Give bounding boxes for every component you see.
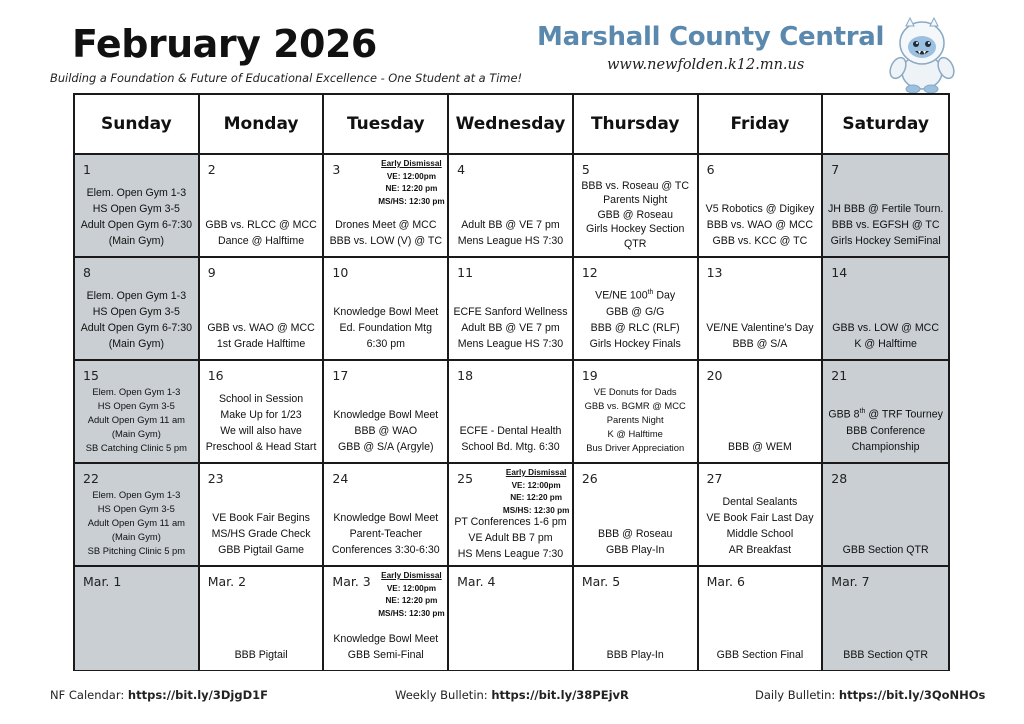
day-number: 7 [831, 162, 840, 177]
event-item: GBB vs. BGMR @ MCC [584, 400, 686, 411]
event-list [700, 320, 821, 352]
day-number: 17 [332, 368, 349, 383]
event-item: Girls Hockey SemiFinal [830, 235, 941, 247]
event-item: Elem. Open Gym 1-3 [92, 386, 181, 397]
event-item: ECFE Sanford Wellness [453, 306, 568, 318]
day-cell [75, 155, 200, 258]
day-number: 13 [706, 265, 723, 280]
day-cell [200, 464, 325, 567]
event-list [76, 488, 197, 558]
day-cell [823, 155, 948, 258]
day-cell [324, 567, 449, 670]
day-cell [200, 155, 325, 258]
event-item: K @ Halftime [607, 428, 663, 439]
day-cell [574, 361, 699, 464]
event-item: GBB Section QTR [842, 544, 929, 556]
header-wednesday: Wednesday [449, 95, 574, 155]
day-cell [449, 464, 574, 567]
day-number: 20 [706, 368, 723, 383]
event-item: HS Open Gym 3-5 [92, 306, 180, 318]
event-list [450, 217, 571, 249]
day-number: 14 [831, 265, 848, 280]
day-cell [75, 258, 200, 361]
event-item: HS Mens League 7:30 [457, 548, 564, 560]
day-cell [823, 567, 948, 670]
day-number: 6 [706, 162, 715, 177]
event-item: GBB @ S/A (Argyle) [338, 441, 434, 453]
early-dismissal-heading: Early Dismissal [381, 571, 442, 580]
day-cell [75, 464, 200, 567]
event-item: Conferences 3:30-6:30 [331, 544, 440, 556]
footer-daily-bulletin-label: Daily Bulletin: [755, 688, 836, 702]
early-dismissal-line: VE: 12:00pm [386, 583, 436, 593]
day-number: 28 [831, 471, 848, 486]
event-item: (Main Gym) [108, 338, 165, 350]
event-list [325, 631, 446, 663]
event-item: We will also have [220, 425, 302, 437]
day-cell [324, 155, 449, 258]
event-item: VE/NE 100th Day [595, 289, 676, 302]
day-number: 24 [332, 471, 349, 486]
event-item: BBB @ S/A [732, 338, 788, 350]
event-item: Middle School [726, 528, 794, 540]
event-item: K @ Halftime [854, 338, 917, 350]
event-item: VE Adult BB 7 pm [468, 532, 553, 544]
event-list [575, 526, 696, 558]
footer-daily-bulletin [755, 688, 985, 702]
day-cell [449, 361, 574, 464]
day-number: 25 [457, 471, 474, 486]
day-cell [75, 361, 200, 464]
event-item: Drones Meet @ MCC [335, 219, 437, 231]
event-item: Make Up for 1/23 [220, 409, 302, 421]
day-cell [200, 258, 325, 361]
event-list [824, 542, 947, 558]
header-saturday: Saturday [823, 95, 948, 155]
event-item: Mens League HS 7:30 [457, 338, 564, 350]
event-item: VE Book Fair Last Day [706, 512, 814, 524]
event-item: SB Pitching Clinic 5 pm [87, 545, 186, 556]
event-item: GBB @ G/G [605, 306, 665, 318]
day-number: Mar. 2 [207, 574, 247, 589]
event-item: Adult BB @ VE 7 pm [461, 322, 560, 334]
footer-daily-bulletin-link[interactable]: https://bit.ly/3QoNHOs [838, 688, 986, 702]
event-item: GBB 8th @ TRF Tourney [828, 408, 943, 421]
event-item: Dance @ Halftime [218, 235, 305, 247]
event-item: BBB @ Roseau [598, 528, 673, 540]
event-item: Parents Night [603, 194, 668, 206]
day-cell [574, 567, 699, 670]
event-item: School in Session [218, 393, 304, 405]
event-list [824, 320, 947, 352]
event-list [76, 288, 197, 352]
day-number: Mar. 6 [706, 574, 745, 589]
day-cell [324, 258, 449, 361]
event-item: (Main Gym) [108, 235, 165, 247]
event-item: BBB Pigtail [234, 649, 288, 661]
early-dismissal-line: MS/HS: 12:30 pm [502, 505, 570, 515]
day-number: 9 [207, 265, 216, 280]
event-item: GBB Section Final [716, 649, 804, 661]
event-item: Adult BB @ VE 7 pm [461, 219, 560, 231]
day-cell [699, 155, 824, 258]
calendar-grid [73, 93, 950, 671]
early-dismissal-line: NE: 12:20 pm [510, 493, 563, 502]
event-item: Elem. Open Gym 1-3 [86, 187, 187, 199]
footer-weekly-bulletin-link[interactable]: https://bit.ly/38PEjvR [491, 688, 629, 702]
day-number: 10 [332, 265, 349, 280]
day-number: 3 [332, 162, 341, 177]
tagline: Building a Foundation & Future of Educational Excellence - One Student at a Time! [50, 71, 523, 85]
event-item: BBB Conference [846, 425, 926, 437]
day-cell [449, 258, 574, 361]
event-item: Elem. Open Gym 1-3 [92, 489, 181, 500]
day-number: 15 [83, 368, 99, 383]
day-cell [574, 258, 699, 361]
day-number: 27 [706, 471, 723, 486]
day-cell [200, 361, 325, 464]
day-number: 1 [83, 162, 91, 177]
day-cell [574, 464, 699, 567]
event-list [450, 514, 571, 562]
event-list [201, 391, 322, 455]
event-item: Parent-Teacher [349, 528, 422, 540]
day-number: 18 [457, 368, 474, 383]
event-list [201, 647, 322, 663]
early-dismissal-heading: Early Dismissal [381, 159, 442, 168]
event-list [76, 185, 197, 249]
event-item: V5 Robotics @ Digikey [705, 203, 815, 215]
event-list [700, 439, 821, 455]
school-url[interactable]: www.newfolden.k12.mn.us [607, 57, 805, 73]
month-title: February 2026 [72, 22, 377, 66]
event-item: Adult Open Gym 11 am [87, 517, 185, 528]
event-list [700, 201, 821, 249]
day-cell [699, 464, 824, 567]
day-number: Mar. 7 [831, 574, 870, 589]
event-item: Preschool & Head Start [205, 441, 317, 453]
event-list [575, 647, 696, 663]
footer-weekly-bulletin [395, 688, 629, 702]
event-item: PT Conferences 1-6 pm [454, 516, 567, 528]
day-cell [324, 361, 449, 464]
day-cell [449, 155, 574, 258]
day-number: Mar. 4 [457, 574, 496, 589]
event-item: Bus Driver Appreciation [586, 442, 685, 453]
day-number: 21 [831, 368, 848, 383]
event-item: Girls Hockey Section QTR [586, 223, 685, 250]
event-item: Adult Open Gym 6-7:30 [80, 322, 192, 334]
day-cell [699, 567, 824, 670]
day-number: 12 [581, 265, 598, 280]
event-item: VE Book Fair Begins [212, 512, 310, 524]
event-item: GBB Play-In [606, 544, 665, 556]
header-thursday: Thursday [574, 95, 699, 155]
event-item: BBB vs. WAO @ MCC [706, 219, 814, 231]
event-list [450, 304, 571, 352]
event-item: BBB Section QTR [843, 649, 929, 661]
event-item: Mens League HS 7:30 [457, 235, 564, 247]
day-cell [449, 567, 574, 670]
event-item: GBB vs. KCC @ TC [712, 235, 808, 247]
event-list [700, 494, 821, 558]
day-cell [823, 464, 948, 567]
event-list [201, 320, 322, 352]
event-item: GBB Pigtail Game [218, 544, 305, 556]
event-item: SB Catching Clinic 5 pm [85, 442, 187, 453]
early-dismissal-line: MS/HS: 12:30 pm [378, 608, 445, 618]
day-number: 23 [207, 471, 224, 486]
school-name: Marshall County Central [537, 22, 885, 52]
day-number: 5 [581, 162, 590, 177]
event-item: BBB vs. LOW (V) @ TC [329, 235, 442, 247]
event-item: HS Open Gym 3-5 [92, 203, 180, 215]
footer-weekly-bulletin-label: Weekly Bulletin: [395, 688, 488, 702]
event-item: GBB Semi-Final [347, 649, 424, 661]
header-friday: Friday [699, 95, 824, 155]
event-item: BBB @ WAO [354, 425, 418, 437]
event-list [824, 404, 947, 455]
footer-nf-calendar-link[interactable]: https://bit.ly/3DjgD1F [127, 688, 268, 702]
event-item: Knowledge Bowl Meet [333, 633, 439, 645]
event-item: BBB Play-In [606, 649, 664, 661]
day-cell [324, 464, 449, 567]
event-item: GBB vs. LOW @ MCC [832, 322, 939, 334]
early-dismissal-note [495, 467, 574, 517]
early-dismissal-line: MS/HS: 12:30 pm [378, 196, 445, 206]
event-item: ECFE - Dental Health [459, 425, 562, 437]
early-dismissal-note [370, 570, 449, 620]
early-dismissal-heading: Early Dismissal [505, 468, 567, 477]
event-item: HS Open Gym 3-5 [97, 503, 175, 514]
early-dismissal-line: VE: 12:00pm [386, 171, 436, 181]
event-list [575, 179, 696, 252]
event-list [201, 510, 322, 558]
event-item: GBB vs. WAO @ MCC [207, 322, 315, 334]
event-list [824, 647, 947, 663]
event-item: Elem. Open Gym 1-3 [86, 290, 187, 302]
day-number: Mar. 5 [581, 574, 621, 589]
day-cell [75, 567, 200, 670]
footer-nf-calendar [50, 688, 268, 702]
day-number: Mar. 3 [332, 574, 371, 589]
event-list [325, 510, 446, 558]
day-number: 11 [457, 265, 474, 280]
day-number: 8 [83, 265, 91, 280]
event-list [575, 385, 696, 455]
event-item: Girls Hockey Finals [589, 338, 681, 350]
early-dismissal-line: NE: 12:20 pm [385, 184, 438, 193]
day-cell [574, 155, 699, 258]
event-list [575, 285, 696, 352]
event-item: BBB @ RLC (RLF) [590, 322, 680, 334]
day-number: 26 [581, 471, 598, 486]
event-item: Championship [851, 441, 920, 453]
event-list [325, 217, 446, 249]
day-number: 19 [581, 368, 598, 383]
day-number: 16 [207, 368, 224, 383]
event-item: AR Breakfast [728, 544, 792, 556]
event-item: 6:30 pm [366, 338, 405, 350]
event-item: Ed. Foundation Mtg [339, 322, 433, 334]
event-item: GBB @ Roseau [597, 208, 673, 221]
day-number: 22 [83, 471, 99, 486]
event-list [824, 201, 947, 249]
early-dismissal-note [370, 158, 449, 208]
day-cell [823, 258, 948, 361]
header-tuesday: Tuesday [324, 95, 449, 155]
event-item: VE/NE Valentine’s Day [706, 322, 814, 334]
event-item: HS Open Gym 3-5 [97, 400, 175, 411]
event-item: Knowledge Bowl Meet [333, 512, 439, 524]
early-dismissal-line: NE: 12:20 pm [385, 596, 438, 605]
event-item: JH BBB @ Fertile Tourn. [827, 203, 944, 215]
event-list [325, 304, 446, 352]
day-cell [699, 361, 824, 464]
header-sunday: Sunday [75, 95, 200, 155]
event-list [700, 647, 821, 663]
event-list [325, 407, 446, 455]
event-item: VE Donuts for Dads [593, 386, 677, 397]
day-cell [200, 567, 325, 670]
event-item: MS/HS Grade Check [211, 528, 311, 540]
day-cell [699, 258, 824, 361]
event-item: Dental Sealants [722, 496, 798, 508]
event-list [201, 217, 322, 249]
day-number: 4 [457, 162, 466, 177]
header-monday: Monday [200, 95, 325, 155]
event-item: Adult Open Gym 6-7:30 [80, 219, 192, 231]
day-number: 2 [207, 162, 216, 177]
event-item: Knowledge Bowl Meet [333, 306, 439, 318]
event-list [450, 423, 571, 455]
day-cell [823, 361, 948, 464]
early-dismissal-line: VE: 12:00pm [511, 480, 561, 490]
event-item: BBB @ WEM [728, 441, 792, 453]
footer-nf-calendar-label: NF Calendar: [50, 688, 125, 702]
yeti-mascot-icon [884, 16, 960, 94]
event-item: BBB vs. Roseau @ TC [581, 179, 690, 192]
day-number: Mar. 1 [83, 574, 122, 589]
event-item: (Main Gym) [111, 428, 161, 439]
event-item: 1st Grade Halftime [216, 338, 306, 350]
event-list [76, 385, 197, 455]
event-item: GBB vs. RLCC @ MCC [205, 219, 317, 231]
event-item: (Main Gym) [111, 531, 161, 542]
event-item: Adult Open Gym 11 am [87, 414, 185, 425]
event-item: Parents Night [606, 414, 664, 425]
event-item: BBB vs. EGFSH @ TC [831, 219, 940, 231]
event-item: Knowledge Bowl Meet [333, 409, 439, 421]
event-item: School Bd. Mtg. 6:30 [461, 441, 560, 453]
